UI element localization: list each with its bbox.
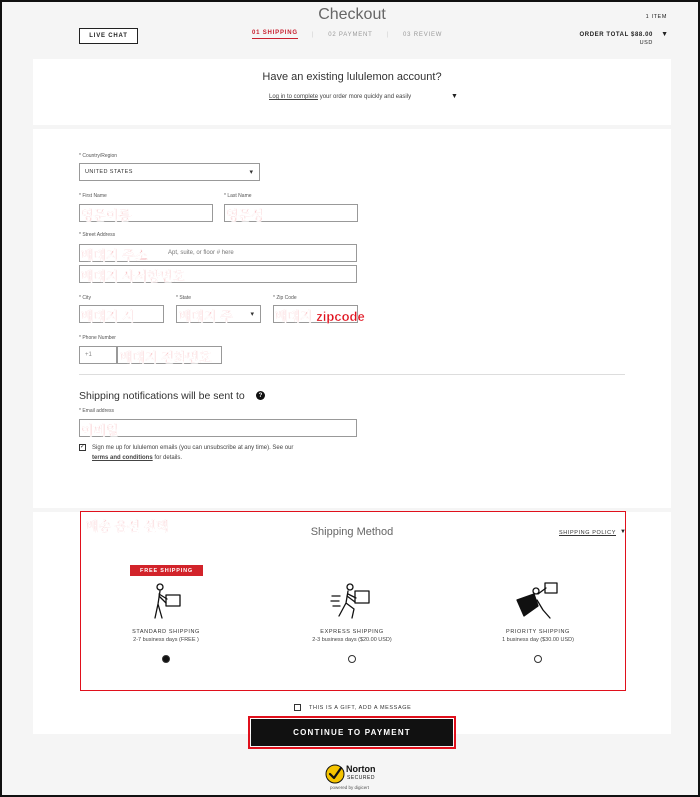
page-title: Checkout: [318, 6, 386, 23]
radio-express-shipping[interactable]: [348, 655, 356, 663]
checkout-steps: [252, 30, 442, 39]
chevron-down-icon: ▾: [250, 311, 254, 318]
option-detail-express: 2-3 business days ($20.00 USD): [312, 637, 392, 643]
annotation-shipping-option: 배송 옵션 선택: [86, 519, 169, 534]
terms-link[interactable]: terms and conditions: [92, 455, 153, 461]
gift-checkbox[interactable]: [294, 704, 301, 711]
chevron-down-icon[interactable]: ▼: [451, 93, 458, 100]
option-name-priority: PRIORITY SHIPPING: [506, 629, 570, 635]
shipping-policy-link[interactable]: SHIPPING POLICY: [559, 530, 616, 536]
section-divider: [79, 374, 625, 375]
option-detail-standard: 2-7 business days (FREE ): [133, 637, 199, 643]
step-review[interactable]: 03 REVIEW: [403, 31, 443, 38]
radio-standard-shipping[interactable]: [162, 655, 170, 663]
account-subtext: [269, 94, 411, 100]
email-field[interactable]: [79, 419, 357, 437]
signup-tail: for details.: [152, 455, 183, 461]
continue-to-payment-button[interactable]: CONTINUE TO PAYMENT: [251, 719, 453, 746]
state-label: * State: [176, 295, 192, 301]
city-label: * City: [79, 295, 91, 301]
chevron-down-icon[interactable]: ▼: [661, 31, 668, 38]
annotation-state: 배대지 주: [179, 309, 233, 324]
express-shipping-icon: [330, 582, 374, 622]
gift-label: THIS IS A GIFT, ADD A MESSAGE: [309, 705, 412, 711]
free-shipping-badge: FREE SHIPPING: [130, 565, 203, 576]
account-panel: [33, 59, 671, 125]
phone-label: * Phone Number: [79, 335, 116, 341]
annotation-city: 배대지 시: [81, 309, 135, 324]
street-label: * Street Address: [79, 232, 116, 238]
step-shipping[interactable]: 01 SHIPPING: [252, 30, 298, 39]
step-divider: |: [386, 31, 390, 38]
annotation-last-name: 영문성: [226, 208, 264, 223]
help-icon[interactable]: ?: [256, 391, 265, 400]
login-rest: your order more quickly and easily: [318, 94, 412, 100]
phone-country-code[interactable]: [79, 346, 117, 364]
last-name-label: * Last Name: [224, 193, 252, 199]
first-name-label: * First Name: [79, 193, 107, 199]
country-select[interactable]: [79, 163, 260, 181]
order-currency: USD: [639, 40, 653, 46]
zip-label: * Zip Code: [273, 295, 297, 301]
norton-secured-badge: [324, 757, 380, 793]
street-placeholder: Apt, suite, or floor # here: [168, 250, 234, 256]
chevron-down-icon: ▾: [249, 169, 253, 176]
option-detail-priority: 1 business day ($30.00 USD): [502, 637, 574, 643]
priority-shipping-icon: [512, 582, 562, 622]
radio-priority-shipping[interactable]: [534, 655, 542, 663]
signup-copy: Sign me up for lululemon emails (you can unsubscribe at any time). See our: [92, 445, 294, 451]
annotation-email: 이메일: [81, 423, 119, 438]
chevron-down-icon[interactable]: ▼: [620, 529, 626, 535]
email-signup-text: [92, 443, 342, 463]
country-value: UNITED STATES: [85, 169, 133, 175]
step-divider: |: [311, 31, 315, 38]
items-count: 1 ITEM: [645, 14, 667, 20]
order-total[interactable]: [580, 31, 654, 47]
option-name-express: EXPRESS SHIPPING: [320, 629, 384, 635]
norton-powered-text: powered by digicert: [330, 785, 370, 790]
norton-secured-text: SECURED: [347, 775, 375, 781]
account-heading: Have an existing lululemon account?: [262, 71, 442, 83]
annotation-first-name: 영문이름: [81, 208, 132, 223]
annotation-zip: 배대지 zipcode: [275, 309, 365, 324]
phone-prefix: +1: [85, 352, 92, 358]
email-signup-checkbox[interactable]: ✓: [80, 444, 86, 450]
annotation-po-box: 배대지 사서함번호: [81, 269, 186, 284]
live-chat-button[interactable]: LIVE CHAT: [79, 28, 138, 44]
notifications-heading: Shipping notifications will be sent to: [79, 390, 245, 402]
annotation-street: 배대지 주소: [81, 248, 148, 263]
login-link[interactable]: Log in to complete: [269, 94, 319, 100]
email-label: * Email address: [79, 408, 115, 414]
order-total-label: ORDER TOTAL $88.00: [579, 32, 653, 38]
annotation-phone: 배대지 전화번호: [120, 350, 212, 365]
country-label: * Country/Region: [79, 153, 118, 159]
norton-wordmark: Norton: [346, 764, 376, 774]
option-name-standard: STANDARD SHIPPING: [132, 629, 200, 635]
standard-shipping-icon: [147, 582, 187, 622]
step-payment[interactable]: 02 PAYMENT: [328, 31, 373, 38]
shipping-method-heading: Shipping Method: [310, 526, 394, 538]
